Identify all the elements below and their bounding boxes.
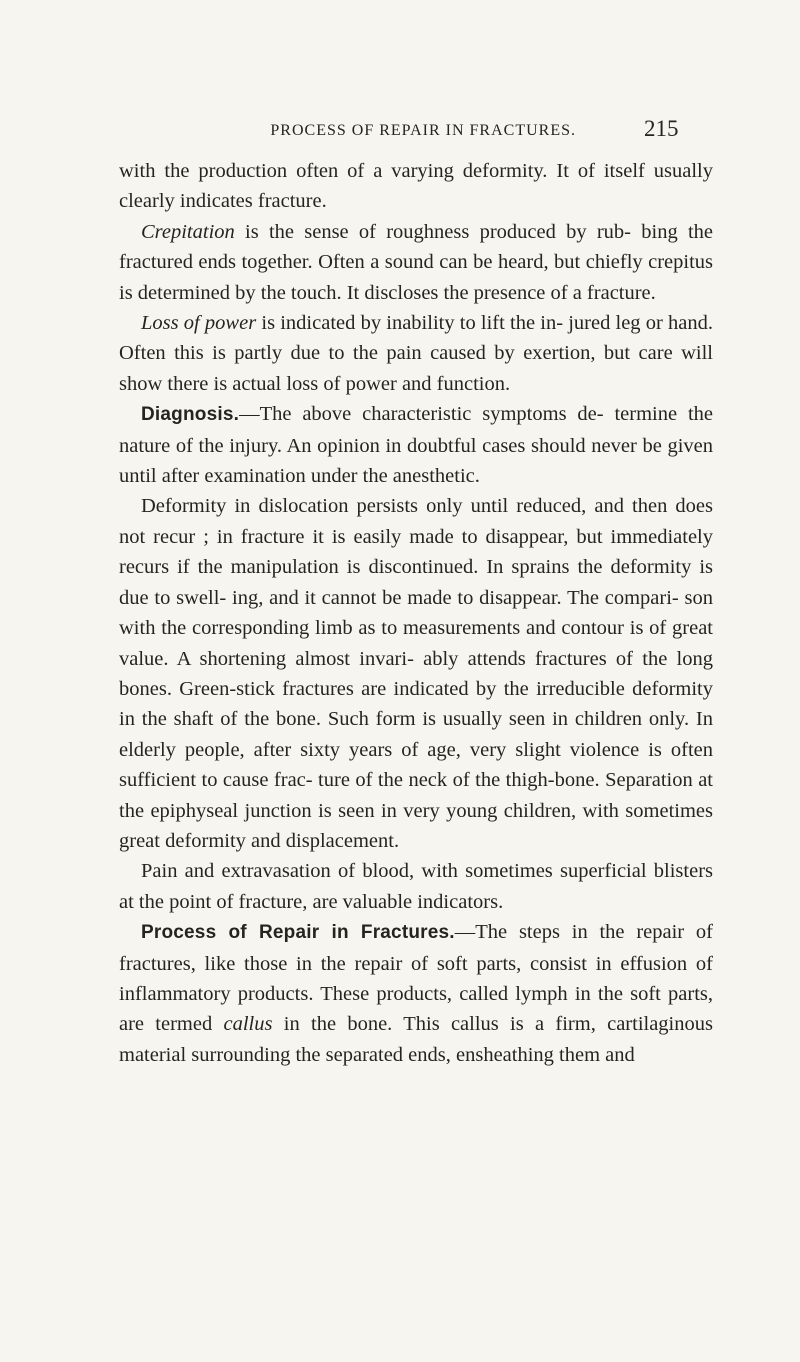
- paragraph-text: in the bone. This callus is a firm, cartilaginous material surrounding the separated ends, ensheathing them and: [119, 1013, 713, 1066]
- paragraph-loss-of-power: [119, 308, 713, 399]
- paragraph-text: is the sense of roughness produced by rub- bing the fractured ends together. Often a sound can be heard, but chiefly crepitus is determined by the touch. It discloses the presence of a fracture.: [119, 220, 713, 304]
- paragraph-process-of-repair: [119, 917, 713, 1070]
- term-loss-of-power: Loss of power: [141, 312, 257, 335]
- paragraph-pain: [119, 856, 713, 917]
- paragraph-diagnosis: [119, 399, 713, 491]
- section-heading-diagnosis: Diagnosis.: [141, 404, 240, 426]
- running-head: [0, 116, 800, 150]
- paragraph-text: —The above characteristic symptoms de- termine the nature of the injury. An opinion in doubtful cases should never be given until after examination under the anesthetic.: [119, 403, 713, 488]
- page-number: 215: [644, 116, 679, 141]
- paragraph-continuation: [119, 156, 713, 217]
- paragraph-text: —The steps in the repair of fractures, like those in the repair of soft parts, consist in effusion of inflammatory products. These products, called lymph in the soft parts, are termed: [119, 921, 713, 1036]
- body-text: [119, 156, 713, 1070]
- paragraph-text: Pain and extravasation of blood, with sometimes superficial blisters at the point of fracture, are valuable indicators.: [119, 860, 713, 913]
- paragraph-deformity: [119, 491, 713, 856]
- paragraph-text: is indicated by inability to lift the in- jured leg or hand. Often this is partly due to the pain caused by exertion, but care will show there is actual loss of power and function.: [119, 312, 713, 395]
- paragraph-crepitation: [119, 217, 713, 308]
- running-title: PROCESS OF REPAIR IN FRACTURES.: [270, 122, 576, 139]
- paragraph-text: Deformity in dislocation persists only until reduced, and then does not recur ; in fracture it is easily made to disappear, but immediately recurs if the manipulation is discontinued. In sprains the deformity is due to swell- ing, and it cannot be made to disappear. The compari- son with the corresponding limb as to measurements and contour is of great value. A shortening almost invari- ably attends fractures of the long bones. Green-stick fractures are indicated by the irreducible deformity in the shaft of the bone. Such form is usually seen in children only. In elderly people, after sixty years of age, very slight violence is often sufficient to cause frac- ture of the neck of the thigh-bone. Separation at the epiphyseal junction is seen in very young children, with sometimes great deformity and displacement.: [119, 495, 713, 852]
- term-callus: callus: [223, 1013, 273, 1036]
- term-crepitation: Crepitation: [141, 220, 235, 243]
- paragraph-text: with the production often of a varying deformity. It of itself usually clearly indicates fracture.: [119, 160, 713, 213]
- section-heading-process-of-repair: Process of Repair in Fractures.: [141, 922, 455, 944]
